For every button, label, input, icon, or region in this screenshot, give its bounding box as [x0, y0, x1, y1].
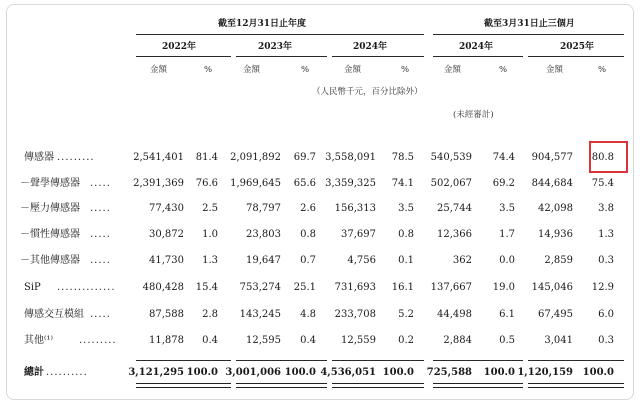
- pct-cell: 2.8: [202, 309, 218, 320]
- pct-cell: 65.6: [293, 178, 316, 189]
- group-rule-quarterly: [433, 34, 624, 35]
- col-pct-2022: %: [204, 65, 213, 75]
- col-pct-2023: %: [301, 65, 310, 75]
- leader-dots: ..............: [57, 282, 116, 293]
- pct-cell: 78.5: [391, 152, 414, 163]
- row-label: －其他傳感器: [20, 255, 80, 266]
- amount-cell: 25,744: [437, 203, 472, 214]
- row-label: －聲學傳感器: [20, 178, 80, 189]
- pct-cell: 0.7: [300, 255, 316, 266]
- amount-cell: 4,536,051: [320, 367, 376, 378]
- pct-cell: 74.1: [391, 178, 414, 189]
- amount-cell: 4,756: [347, 255, 376, 266]
- amount-cell: 3,121,295: [128, 367, 184, 378]
- pct-cell: 0.3: [598, 335, 614, 346]
- amount-cell: 30,872: [149, 229, 184, 240]
- group-rule-annual: [136, 34, 424, 35]
- pct-cell: 1.3: [598, 229, 614, 240]
- amount-cell: 42,098: [538, 203, 573, 214]
- col-amount-2025-q1: 金額: [546, 65, 564, 75]
- pct-cell: 3.5: [398, 203, 414, 214]
- amount-cell: 1,120,159: [517, 367, 573, 378]
- pct-cell: 81.4: [195, 152, 218, 163]
- amount-cell: 41,730: [149, 255, 184, 266]
- year-rule: [528, 56, 624, 57]
- year-2025-q1: 2025年: [560, 42, 595, 52]
- amount-cell: 480,428: [142, 282, 184, 293]
- amount-cell: 731,693: [334, 282, 376, 293]
- pct-cell: 69.7: [293, 152, 316, 163]
- year-2024-q1: 2024年: [459, 42, 494, 52]
- pct-cell: 12.9: [591, 282, 614, 293]
- pct-cell: 6.1: [499, 309, 515, 320]
- col-pct-2024: %: [401, 65, 410, 75]
- pct-cell: 3.8: [598, 203, 614, 214]
- leader-dots: .........: [79, 335, 117, 346]
- col-pct-2024-q1: %: [499, 65, 508, 75]
- leader-dots: .....: [90, 229, 111, 240]
- amount-cell: 37,697: [341, 229, 376, 240]
- pct-cell: 0.8: [398, 229, 414, 240]
- amount-cell: 1,969,645: [230, 178, 281, 189]
- total-rule: [236, 360, 327, 361]
- total-rule: [136, 360, 231, 361]
- amount-cell: 502,067: [430, 178, 472, 189]
- pct-cell: 6.0: [598, 309, 614, 320]
- amount-cell: 11,878: [149, 335, 184, 346]
- pct-cell: 16.1: [391, 282, 414, 293]
- amount-cell: 2,884: [443, 335, 472, 346]
- pct-cell: 100.0: [186, 367, 218, 378]
- amount-cell: 3,359,325: [325, 178, 376, 189]
- pct-cell: 76.6: [195, 178, 218, 189]
- amount-cell: 233,708: [334, 309, 376, 320]
- pct-cell: 0.1: [398, 255, 414, 266]
- amount-cell: 753,274: [239, 282, 281, 293]
- amount-cell: 2,541,401: [133, 152, 184, 163]
- amount-cell: 3,001,006: [225, 367, 281, 378]
- leader-dots: .........: [57, 152, 95, 163]
- pct-cell: 15.4: [195, 282, 218, 293]
- total-row-label: 總計: [24, 367, 44, 378]
- pct-cell: 100.0: [582, 367, 614, 378]
- row-label: SiP: [24, 282, 41, 293]
- pct-cell: 2.6: [300, 203, 316, 214]
- pct-cell: 69.2: [492, 178, 515, 189]
- double-underline: [528, 383, 624, 388]
- year-2022: 2022年: [162, 42, 197, 52]
- amount-cell: 44,498: [437, 309, 472, 320]
- amount-cell: 12,559: [341, 335, 376, 346]
- double-underline: [236, 383, 327, 388]
- row-label: －壓力傳感器: [20, 203, 80, 214]
- amount-cell: 77,430: [149, 203, 184, 214]
- amount-cell: 3,041: [544, 335, 573, 346]
- pct-cell: 1.0: [202, 229, 218, 240]
- pct-cell: 74.4: [492, 152, 515, 163]
- pct-cell: 100.0: [382, 367, 414, 378]
- total-rule: [433, 360, 523, 361]
- pct-cell: 1.7: [499, 229, 515, 240]
- double-underline: [332, 383, 424, 388]
- year-rule: [136, 56, 231, 57]
- pct-cell: 100.0: [483, 367, 515, 378]
- pct-cell: 0.3: [598, 255, 614, 266]
- amount-cell: 362: [452, 255, 472, 266]
- pct-cell: 1.3: [202, 255, 218, 266]
- col-amount-2024-q1: 金額: [444, 65, 462, 75]
- leader-dots: .....: [90, 178, 111, 189]
- leader-dots: .....: [90, 255, 111, 266]
- pct-cell: 0.4: [202, 335, 218, 346]
- col-pct-2025-q1: %: [598, 65, 607, 75]
- pct-cell: 0.5: [499, 335, 515, 346]
- row-label: 其他⁽¹⁾: [24, 335, 53, 346]
- col-amount-2023: 金額: [243, 65, 261, 75]
- row-label: －慣性傳感器: [20, 229, 80, 240]
- year-2024: 2024年: [353, 42, 388, 52]
- leader-dots: .....: [90, 203, 111, 214]
- amount-cell: 145,046: [531, 282, 573, 293]
- row-label: 傳感器: [24, 152, 54, 163]
- pct-cell: 80.8: [591, 152, 614, 163]
- pct-cell: 0.8: [300, 229, 316, 240]
- total-rule: [332, 360, 424, 361]
- double-underline: [433, 383, 523, 388]
- year-rule: [236, 56, 327, 57]
- unaudited-note: (未經審計): [453, 110, 494, 120]
- col-amount-2022: 金額: [150, 65, 168, 75]
- pct-cell: 3.5: [499, 203, 515, 214]
- amount-cell: 2,391,369: [133, 178, 184, 189]
- amount-cell: 137,667: [430, 282, 472, 293]
- amount-cell: 78,797: [246, 203, 281, 214]
- pct-cell: 0.4: [300, 335, 316, 346]
- row-label: 傳感交互模組: [24, 309, 84, 320]
- pct-cell: 75.4: [591, 178, 614, 189]
- leader-dots: ..........: [46, 367, 88, 378]
- amount-cell: 87,588: [149, 309, 184, 320]
- pct-cell: 0.0: [499, 255, 515, 266]
- amount-cell: 2,859: [544, 255, 573, 266]
- amount-cell: 23,803: [246, 229, 281, 240]
- amount-cell: 12,366: [437, 229, 472, 240]
- pct-cell: 19.0: [492, 282, 515, 293]
- total-rule: [528, 360, 624, 361]
- amount-cell: 904,577: [531, 152, 573, 163]
- amount-cell: 67,495: [538, 309, 573, 320]
- amount-cell: 725,588: [426, 367, 472, 378]
- amount-cell: 2,091,892: [230, 152, 281, 163]
- group-header-quarterly: 截至3月31日止三個月: [484, 19, 575, 29]
- amount-cell: 12,595: [246, 335, 281, 346]
- amount-cell: 19,647: [246, 255, 281, 266]
- pct-cell: 25.1: [293, 282, 316, 293]
- amount-cell: 143,245: [239, 309, 281, 320]
- amount-cell: 156,313: [334, 203, 376, 214]
- year-rule: [433, 56, 523, 57]
- pct-cell: 5.2: [398, 309, 414, 320]
- pct-cell: 100.0: [284, 367, 316, 378]
- pct-cell: 4.8: [300, 309, 316, 320]
- highlight-box: [589, 141, 628, 173]
- leader-dots: .....: [90, 309, 111, 320]
- col-amount-2024: 金額: [344, 65, 362, 75]
- amount-cell: 844,684: [531, 178, 573, 189]
- amount-cell: 540,539: [430, 152, 472, 163]
- units-note: （人民幣千元，百分比除外）: [312, 87, 423, 97]
- pct-cell: 2.5: [202, 203, 218, 214]
- pct-cell: 0.2: [398, 335, 414, 346]
- amount-cell: 14,936: [538, 229, 573, 240]
- year-2023: 2023年: [258, 42, 293, 52]
- amount-cell: 3,558,091: [325, 152, 376, 163]
- year-rule: [332, 56, 424, 57]
- group-header-annual: 截至12月31日止年度: [218, 19, 307, 29]
- double-underline: [136, 383, 231, 388]
